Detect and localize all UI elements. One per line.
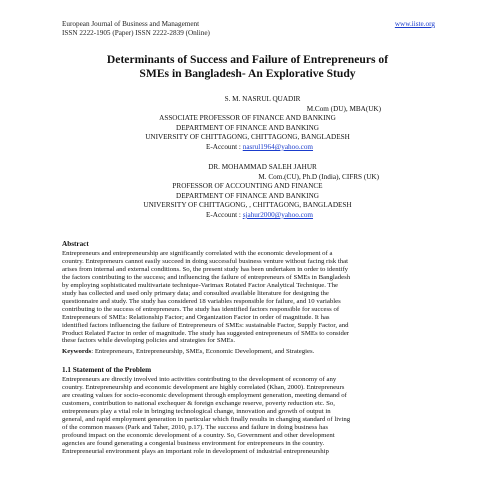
author-univ: UNIVERSITY OF CHITTAGONG, CHITTAGONG, BANGLADESH (145, 133, 350, 142)
abstract-line: Product Related Factor in order of magnitude. The study has suggested entrepreneurs of SMEs to consider (62, 329, 350, 337)
section-heading: 1.1 Statement of the Problem (62, 366, 152, 374)
abstract-line: identified factors influencing the failure of Entrepreneurs of SMEs: sustainable Factor, Supply Factor, and (62, 321, 349, 329)
author-email-line (62, 211, 433, 221)
section-line: are creating values for socio-economic development through employment generation, meeting demand of (62, 391, 347, 399)
author-name: S. M. NASRUL QUADIR (224, 95, 301, 103)
section-line: profound impact on the economic development of a country. So, Government and other development (62, 431, 335, 439)
title-line-1: Determinants of Success and Failure of Entrepreneurs of (106, 53, 389, 66)
section-text (62, 376, 433, 456)
author-name: DR. MOHAMMAD SALEH JAHUR (208, 163, 317, 171)
author-email-line (62, 143, 433, 153)
keywords-label: Keywords (62, 348, 92, 355)
author-block-2 (62, 163, 433, 221)
journal-site-link[interactable]: www.iiste.org (394, 20, 435, 28)
author-degree: M.Com (DU), MBA(UK) (306, 104, 381, 113)
author-dept: DEPARTMENT OF FINANCE AND BANKING (176, 191, 319, 200)
section-line: entrepreneurs play a vital role in bringing technological change, innovation and growth of output in (62, 407, 331, 415)
title-line-2: SMEs in Bangladesh- An Explorative Study (139, 67, 356, 80)
keywords-line (62, 348, 433, 356)
author-degree: M. Com.(CU), Ph.D (India), CIFRS (UK) (258, 172, 379, 181)
email-label: E-Account : (205, 142, 243, 151)
author-position: ASSOCIATE PROFESSOR OF FINANCE AND BANKING (159, 114, 336, 123)
section-line: Entrepreneurial environment plays an important role in development of industrial entrepreneurship (62, 447, 329, 455)
abstract-line: Entrepreneurs of SMEs: Relationship Factor; and Organization Factor in order of magnitude. It has (62, 313, 330, 321)
author-email-link[interactable]: sjahur2000@yahoo.com (242, 210, 314, 219)
section-line: agencies are found generating a congenial business environment for entrepreneurs in the country. (62, 439, 325, 447)
section-line: country. Entrepreneurship and economic development are highly correlated (Khan, 2000). Entrepreneurs (62, 383, 345, 391)
section-line: Entrepreneurs are directly involved into activities contributing to the development of economy of any (62, 376, 337, 383)
author-univ: UNIVERSITY OF CHITTAGONG, , CHITTAGONG, BANGLADESH (143, 201, 352, 210)
abstract-text (62, 250, 433, 345)
abstract-line: by employing sophisticated multivariate technique-Varimax Rotated Factor Analytical Technique. The (62, 281, 338, 289)
author-block-1 (62, 95, 433, 153)
abstract-line: Entrepreneurs and entrepreneurship are significantly correlated with the economic development of a (62, 250, 333, 257)
abstract-line: questionnaire and study. The study has considered 18 variables responsible for failure, and 10 variables (62, 297, 341, 305)
author-position: PROFESSOR OF ACCOUNTING AND FINANCE (172, 182, 323, 191)
section-line: of the common masses (Park and Taher, 2010, p.17). The success and failure in doing business has (62, 423, 328, 431)
email-label: E-Account : (205, 210, 243, 219)
abstract-line: study has collected and used only primary data; and consulted available literature for designing the (62, 289, 329, 297)
journal-issn: ISSN 2222-1905 (Paper) ISSN 2222-2839 (Online) (62, 29, 210, 37)
abstract-line: the factors contributing to the success; and influencing the failure of entrepreneurs of SMEs in Bangladesh (62, 273, 351, 281)
abstract-line: arises from internal and external conditions. So, the present study has been undertaken in order to identify (62, 265, 349, 273)
author-email-link[interactable]: nasrul1964@yahoo.com (242, 142, 314, 151)
abstract-line: these factors while developing policies and strategies for SMEs. (62, 337, 236, 345)
abstract-line: contributing to the success of entrepreneurs. The study has identified factors responsible for success of (62, 305, 340, 313)
section-line: customers, contribution to national exchequer & foreign exchange reserve, poverty reduction etc. So, (62, 399, 335, 407)
keywords-text: : Entrepreneurs, Entrepreneurship, SMEs, Economic Development, and Strategies. (91, 348, 315, 355)
journal-header (62, 20, 210, 38)
abstract-heading: Abstract (62, 240, 89, 248)
paper-title (40, 53, 455, 81)
author-dept: DEPARTMENT OF FINANCE AND BANKING (176, 123, 319, 132)
abstract-line: country. Entrepreneurs cannot easily succeed in doing successful business venture without facing risk that (62, 257, 348, 265)
section-line: general, and rapid employment generation in particular which finally results in changing standard of living (62, 415, 351, 423)
journal-name: European Journal of Business and Management (62, 20, 200, 28)
